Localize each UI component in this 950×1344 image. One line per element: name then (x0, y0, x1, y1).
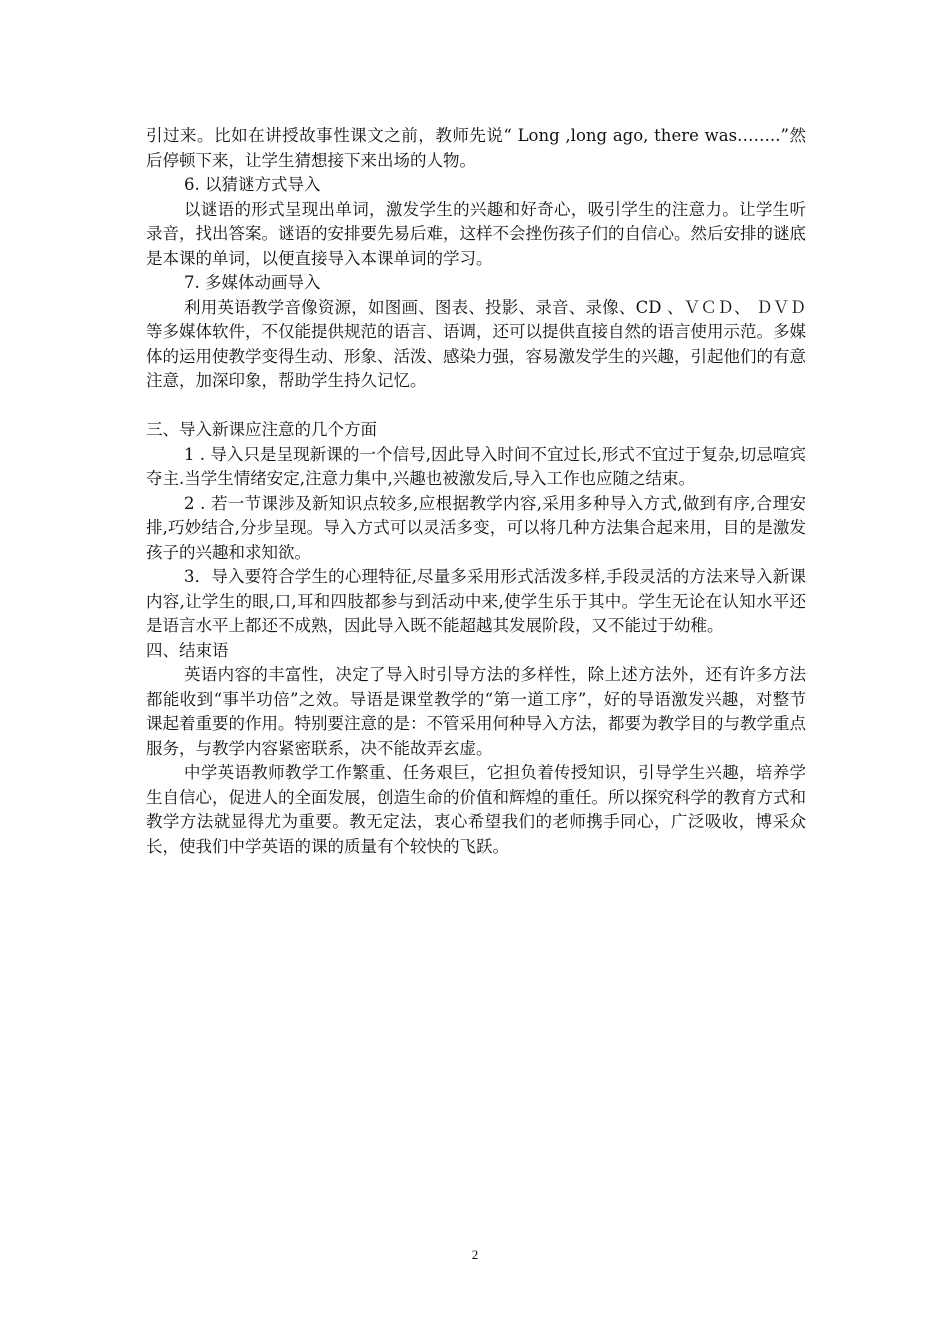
paragraph: 四、结束语 (146, 640, 229, 660)
paragraph: 以谜语的形式呈现出单词，激发学生的兴趣和好奇心，吸引学生的注意力。让学生听录音，找出答案。谜语的安排要先易后难，这样不会挫伤孩子们的自信心。然后安排的谜底是本课的单词，以便直接导入本课单词的学习。 (146, 199, 806, 268)
paragraph-gap (146, 394, 806, 419)
paragraph: 引过来。比如在讲授故事性课文之前，教师先说“ Long ,long ago, there was……..”然后停顿下来，让学生猜想接下来出场的人物。 (146, 126, 806, 170)
paragraph: 三、导入新课应注意的几个方面 (146, 420, 377, 439)
page-number: 2 (471, 1247, 479, 1262)
paragraph: 中学英语教师教学工作繁重、任务艰巨，它担负着传授知识，引导学生兴趣，培养学生自信心，促进人的全面发展，创造生命的价值和辉煌的重任。所以探究科学的教育方式和教学方法就显得尤为重要。教无定法，衷心希望我们的老师携手同心，广泛吸收，博采众长，使我们中学英语的课的质量有个较快的飞跃。 (146, 763, 806, 856)
paragraph: 7. 多媒体动画导入 (184, 273, 321, 292)
paragraph: 利用英语教学音像资源，如图画、图表、投影、录音、录像、CD 、ＶＣＤ、 ＤＶＤ等多媒体软件，不仅能提供规范的语言、语调，还可以提供直接自然的语言使用示范。多媒体的运用使教学变得生动、形象、活泼、感染力强，容易激发学生的兴趣，引起他们的有意注意，加深印象，帮助学生持久记忆。 (146, 297, 806, 390)
paragraph: 1 . 导入只是呈现新课的一个信号,因此导入时间不宜过长,形式不宜过于复杂,切忌喧宾夺主.当学生情绪安定,注意力集中,兴趣也被激发后,导入工作也应随之结束。 (146, 444, 806, 488)
paragraph: 3．导入要符合学生的心理特征,尽量多采用形式活泼多样,手段灵活的方法来导入新课内容,让学生的眼,口,耳和四肢都参与到活动中来,使学生乐于其中。学生无论在认知水平还是语言水平上都还不成熟，因此导入既不能超越其发展阶段，又不能过于幼稚。 (146, 567, 806, 635)
document-body (146, 124, 806, 859)
paragraph: 2 . 若一节课涉及新知识点较多,应根据教学内容,采用多种导入方式,做到有序,合理安排,巧妙结合,分步呈现。导入方式可以灵活多变，可以将几种方法集合起来用，目的是激发孩子的兴趣和求知欲。 (146, 493, 806, 562)
paragraph: 英语内容的丰富性，决定了导入时引导方法的多样性，除上述方法外，还有许多方法都能收到“事半功倍”之效。导语是课堂教学的“第一道工序”，好的导语激发兴趣，对整节课起着重要的作用。特别要注意的是：不管采用何种导入方法，都要为教学目的与教学重点服务，与教学内容紧密联系，决不能故弄玄虚。 (146, 665, 806, 758)
paragraph: 6. 以猜谜方式导入 (184, 175, 321, 194)
